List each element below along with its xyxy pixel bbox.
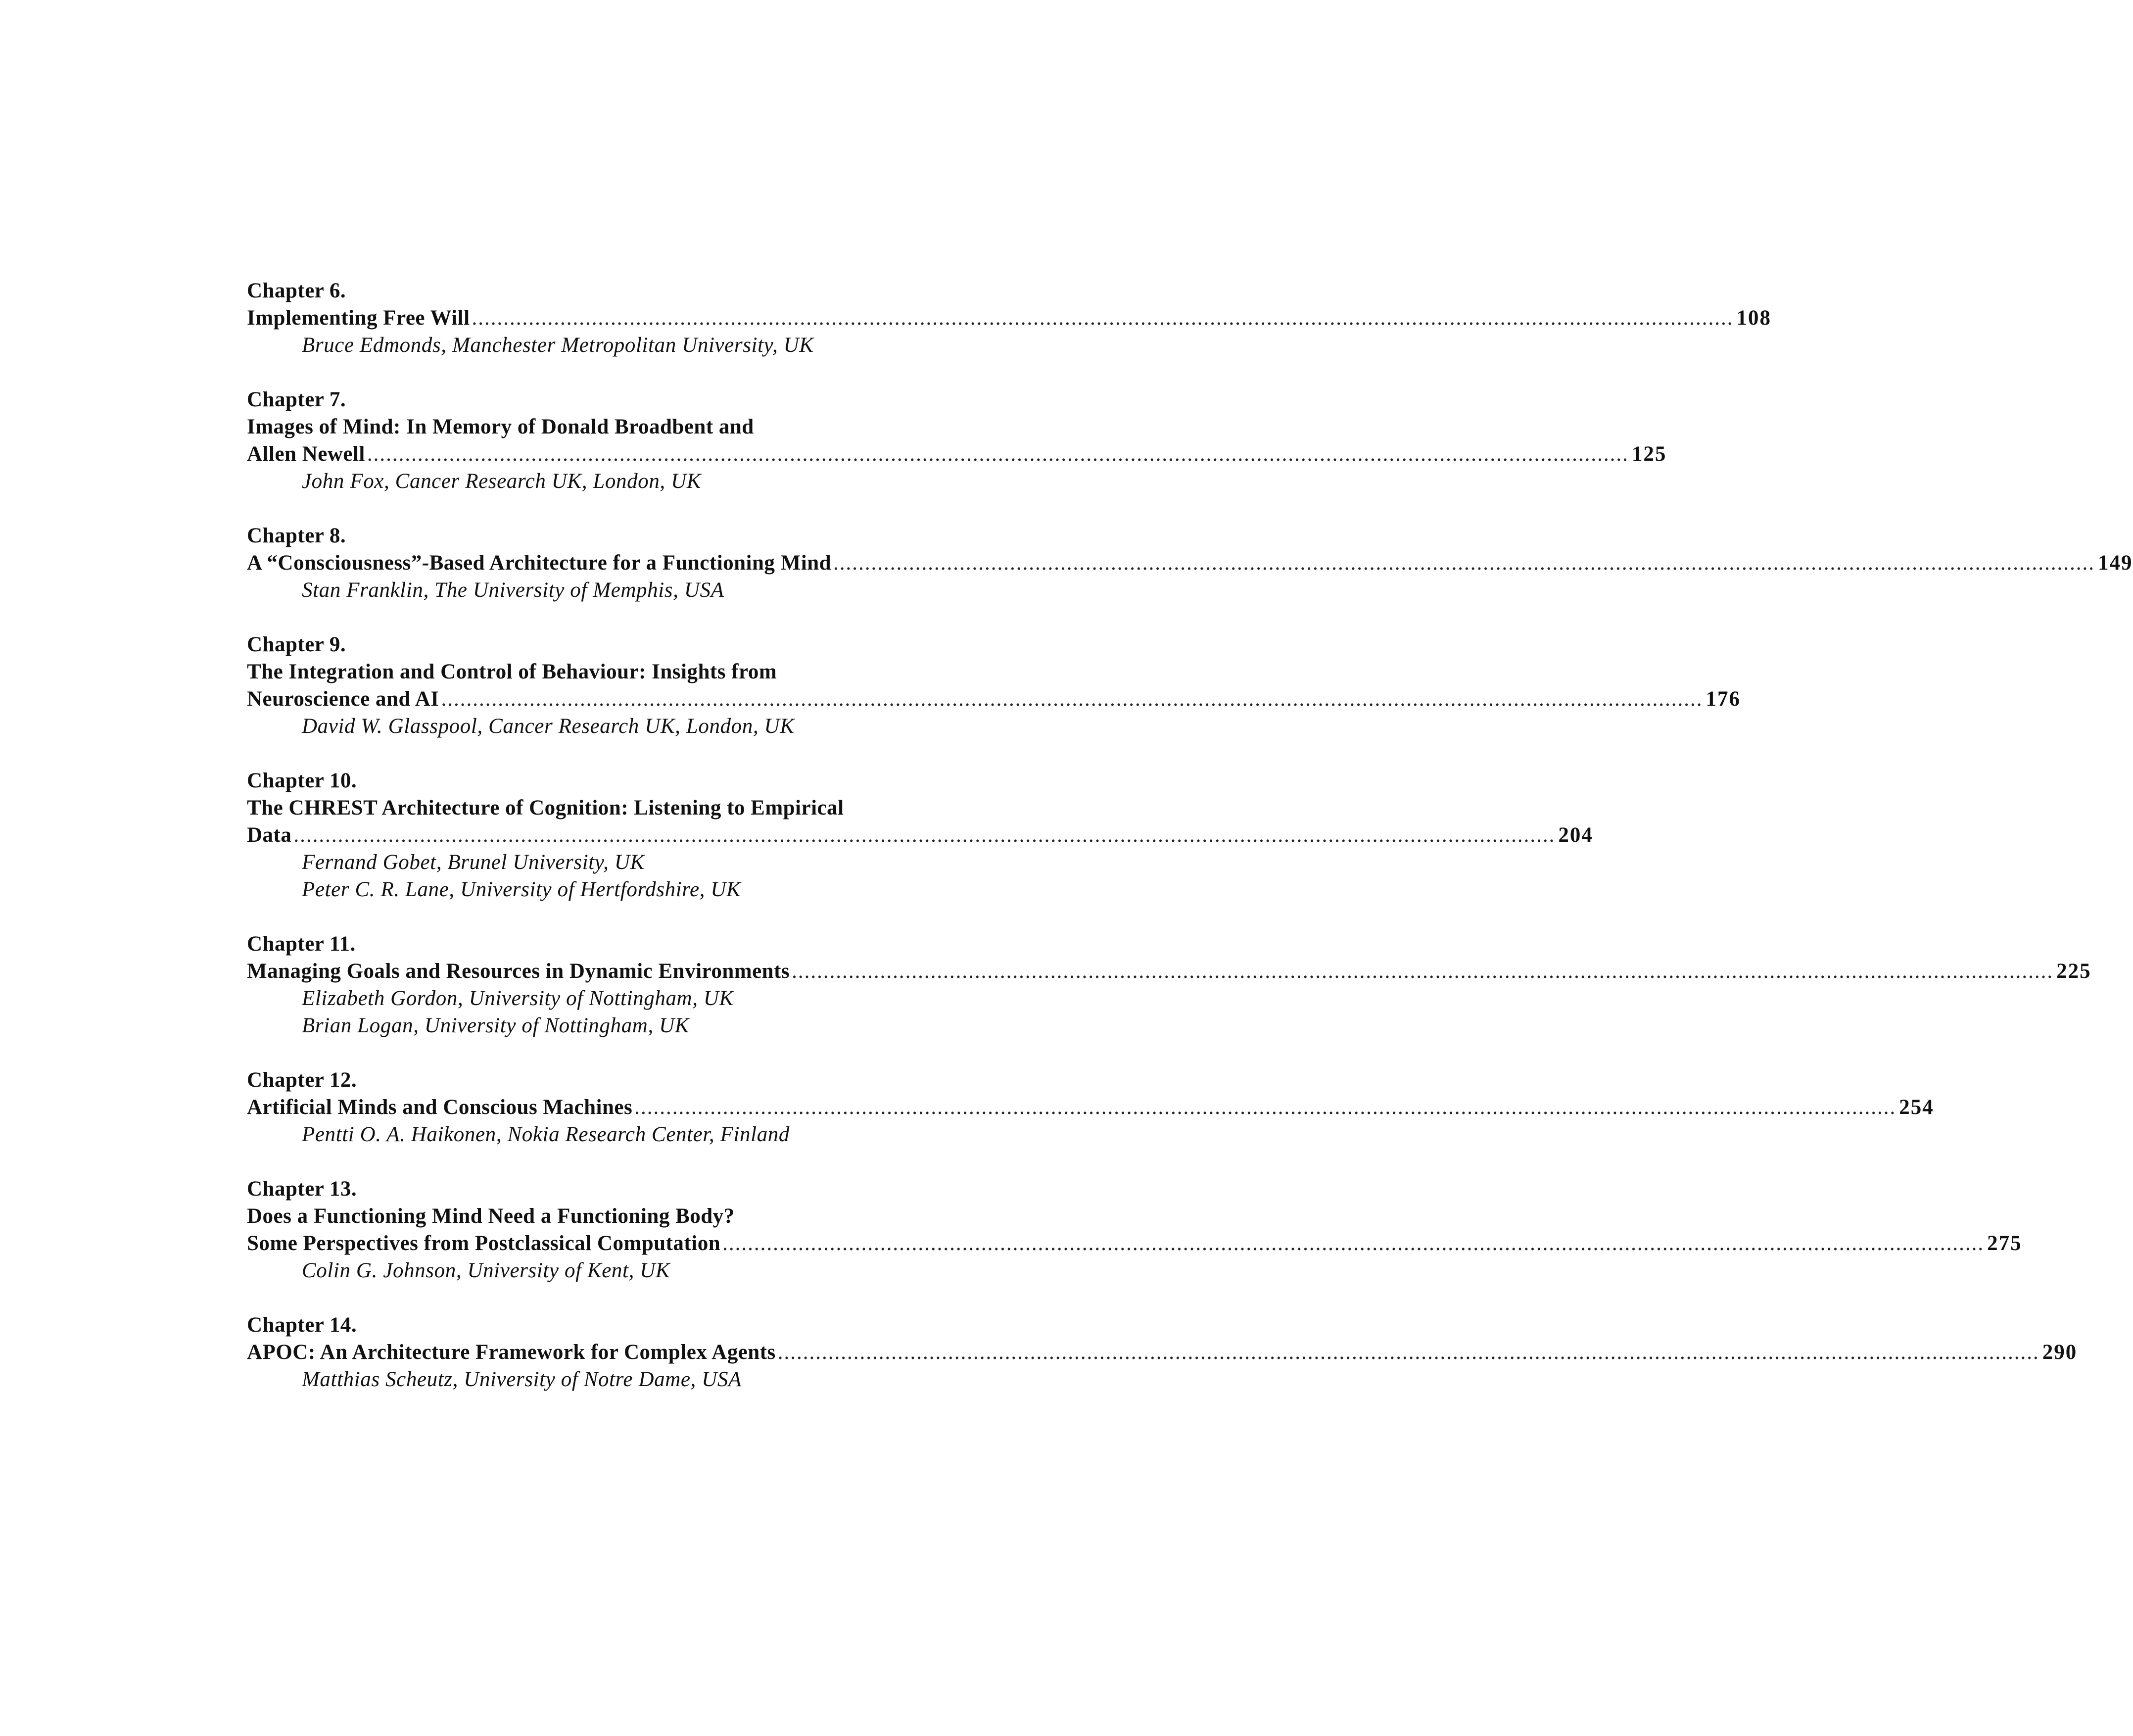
chapter-title-row — [247, 549, 2133, 577]
chapter-title: Neuroscience and AI — [247, 687, 439, 711]
page-number: 254 — [1899, 1096, 1934, 1119]
chapter-title-row — [247, 304, 1772, 332]
chapter-label: Chapter 8. — [247, 524, 346, 547]
chapter-title-row — [247, 1094, 1934, 1121]
chapter-author: Stan Franklin, The University of Memphis, USA — [302, 579, 724, 602]
chapter-title: Data — [247, 823, 292, 847]
chapter-author: Bruce Edmonds, Manchester Metropolitan University, UK — [302, 334, 814, 357]
chapter-author: Pentti O. A. Haikonen, Nokia Research Center, Finland — [302, 1123, 790, 1146]
chapter-title: Allen Newell — [247, 442, 365, 466]
chapter-title-row — [247, 821, 1593, 849]
chapter-title: Implementing Free Will — [247, 306, 470, 330]
chapter-title-line: Images of Mind: In Memory of Donald Broadbent and — [247, 415, 754, 438]
chapter-title-row — [247, 1230, 2022, 1257]
page-number: 176 — [1706, 687, 1741, 711]
toc-entry — [247, 386, 1667, 495]
toc-entry — [247, 277, 1772, 359]
toc-entry — [247, 767, 1593, 903]
toc-entry — [247, 1066, 1934, 1148]
dot-leader: ........................................................................................................................................................................................................ — [792, 960, 2054, 983]
table-of-contents — [247, 277, 2133, 1420]
chapter-title-row — [247, 685, 1741, 713]
chapter-title: APOC: An Architecture Framework for Complex Agents — [247, 1341, 776, 1364]
chapter-author: David W. Glasspool, Cancer Research UK, London, UK — [302, 715, 795, 738]
chapter-label: Chapter 11. — [247, 932, 356, 956]
page-number: 149 — [2098, 551, 2133, 575]
chapter-author: John Fox, Cancer Research UK, London, UK — [302, 470, 702, 493]
page-number: 125 — [1631, 442, 1667, 466]
chapter-title-line: The CHREST Architecture of Cognition: Listening to Empirical — [247, 796, 844, 820]
toc-entry — [247, 631, 1741, 740]
dot-leader: ........................................................................................................................................................................................................ — [441, 687, 1703, 711]
chapter-title: A “Consciousness”-Based Architecture for a Functioning Mind — [247, 551, 832, 575]
chapter-author: Colin G. Johnson, University of Kent, UK — [302, 1259, 670, 1282]
toc-entry — [247, 1175, 2022, 1284]
page-number: 204 — [1558, 823, 1593, 847]
chapter-title: Artificial Minds and Conscious Machines — [247, 1096, 633, 1119]
chapter-label: Chapter 12. — [247, 1068, 357, 1092]
chapter-title-line: Does a Functioning Mind Need a Functioning Body? — [247, 1205, 735, 1228]
chapter-label: Chapter 7. — [247, 388, 346, 411]
chapter-label: Chapter 14. — [247, 1313, 357, 1337]
page-number: 225 — [2056, 960, 2091, 983]
chapter-title-row — [247, 440, 1667, 468]
dot-leader: ........................................................................................................................................................................................................ — [634, 1096, 1896, 1119]
chapter-title: Managing Goals and Resources in Dynamic Environments — [247, 960, 790, 983]
page-number: 290 — [2042, 1341, 2078, 1364]
dot-leader: ........................................................................................................................................................................................................ — [472, 306, 1734, 330]
dot-leader: ........................................................................................................................................................................................................ — [293, 823, 1556, 847]
toc-entry — [247, 522, 2133, 604]
chapter-title: Some Perspectives from Postclassical Computation — [247, 1232, 721, 1255]
chapter-title-line: The Integration and Control of Behaviour: Insights from — [247, 660, 777, 683]
dot-leader: ........................................................................................................................................................................................................ — [833, 551, 2095, 575]
dot-leader: ........................................................................................................................................................................................................ — [722, 1232, 1985, 1255]
chapter-label: Chapter 6. — [247, 279, 346, 302]
dot-leader: ........................................................................................................................................................................................................ — [367, 442, 1629, 466]
chapter-author: Fernand Gobet, Brunel University, UK — [302, 851, 645, 874]
page-number: 275 — [1987, 1232, 2022, 1255]
chapter-title-row — [247, 958, 2091, 985]
chapter-author: Peter C. R. Lane, University of Hertfordshire, UK — [302, 878, 741, 901]
chapter-author: Matthias Scheutz, University of Notre Dame, USA — [302, 1368, 742, 1391]
dot-leader: ........................................................................................................................................................................................................ — [777, 1341, 2039, 1364]
toc-entry — [247, 1311, 2078, 1393]
page-number: 108 — [1736, 306, 1772, 330]
chapter-label: Chapter 13. — [247, 1177, 357, 1201]
toc-entry — [247, 930, 2091, 1039]
chapter-author: Elizabeth Gordon, University of Nottingham, UK — [302, 987, 734, 1010]
chapter-author: Brian Logan, University of Nottingham, UK — [302, 1014, 690, 1037]
chapter-title-row — [247, 1339, 2078, 1366]
chapter-label: Chapter 10. — [247, 769, 357, 792]
chapter-label: Chapter 9. — [247, 633, 346, 656]
